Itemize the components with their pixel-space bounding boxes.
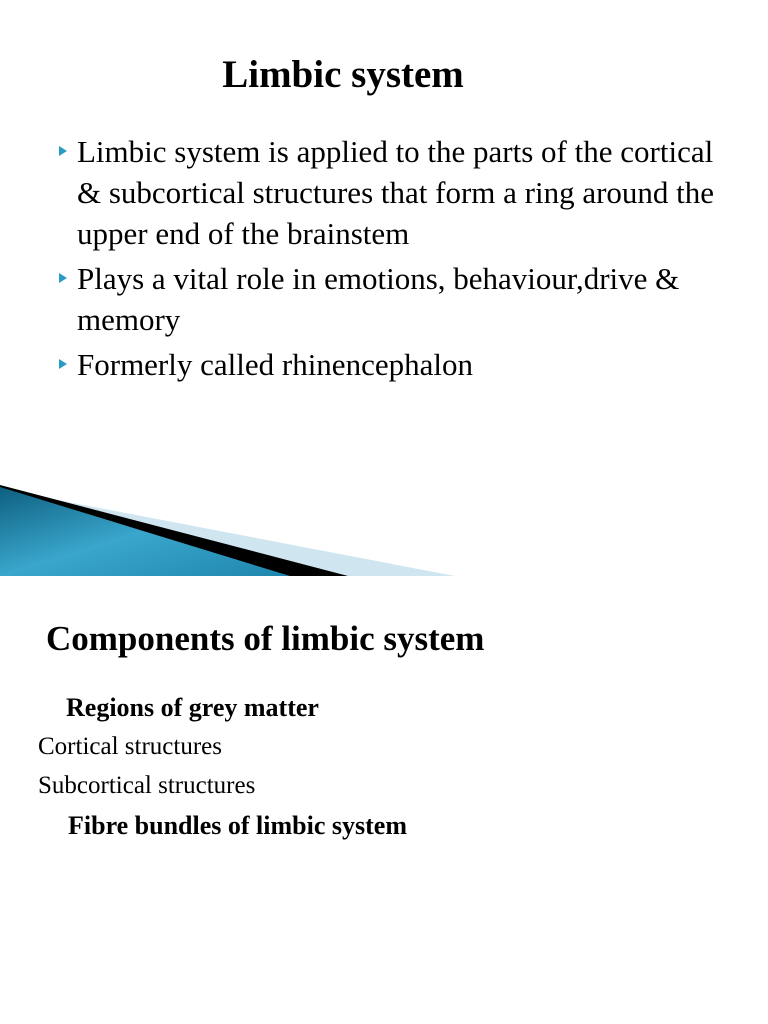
bullet-item — [58, 258, 718, 340]
slide-2 — [0, 576, 768, 1024]
slide-title: Limbic system — [222, 53, 464, 96]
decorative-wave — [0, 481, 768, 576]
bullet-text: Plays a vital role in emotions, behaviour,drive & memory — [77, 261, 680, 337]
bullet-item — [58, 131, 718, 254]
bullet-list — [58, 131, 718, 389]
bullet-text: Formerly called rhinencephalon — [77, 347, 473, 382]
component-item: Subcortical structures — [38, 772, 256, 799]
bullet-text: Limbic system is applied to the parts of the cortical & subcortical structures that form a ring around the upper end of the brainstem — [77, 134, 715, 251]
triangle-bullet-icon — [59, 359, 67, 369]
slide-title: Components of limbic system — [46, 619, 485, 658]
triangle-bullet-icon — [59, 146, 67, 156]
section-heading: Fibre bundles of limbic system — [68, 811, 407, 840]
bullet-item — [58, 344, 718, 385]
section-heading: Regions of grey matter — [66, 693, 319, 722]
component-item: Cortical structures — [38, 733, 222, 760]
triangle-bullet-icon — [59, 273, 67, 283]
